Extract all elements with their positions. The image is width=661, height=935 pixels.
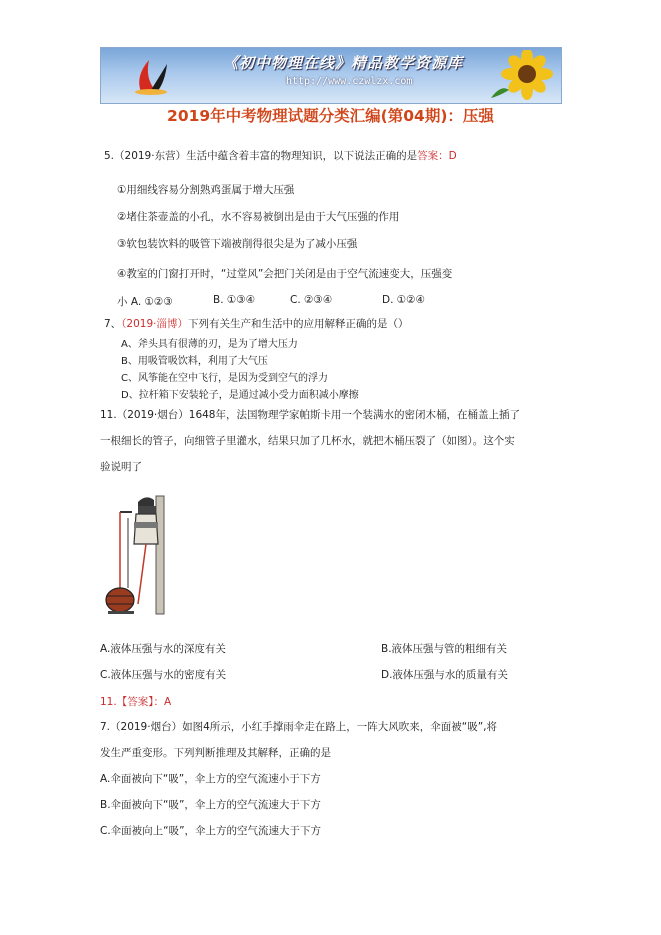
question-7a-stem <box>104 316 409 331</box>
question-7b-option-c: C.伞面被向上“吸”，伞上方的空气流速大于下方 <box>100 825 322 837</box>
question-5-stem <box>104 148 457 163</box>
header-banner <box>100 47 562 104</box>
question-5-option-c: C. ②③④ <box>290 294 333 306</box>
question-5-item-1: ①用细线容易分割熟鸡蛋属于增大压强 <box>117 184 295 196</box>
question-11-line-2: 一根细长的管子，向细管子里灌水，结果只加了几杯水，就把木桶压裂了（如图）。这个实 <box>100 435 515 447</box>
question-5-option-a: 小 A. ①②③ <box>117 296 173 308</box>
question-7a-text: 下列有关生产和生活中的应用解释正确的是（） <box>188 318 409 330</box>
pascal-barrel-figure <box>98 492 178 620</box>
question-5-option-d: D. ①②④ <box>382 294 425 306</box>
question-5-item-3: ③软包装饮料的吸管下端被削得很尖是为了减小压强 <box>117 238 358 250</box>
question-11-option-a: A.液体压强与水的深度有关 <box>100 643 226 655</box>
banner-title: 《初中物理在线》精品教学资源库 <box>223 54 464 72</box>
sunflower-icon <box>487 50 557 102</box>
question-7a-option-a: A、斧头具有很薄的刃，是为了增大压力 <box>121 339 298 350</box>
question-7a-number: 7、 <box>104 318 122 330</box>
question-7a-option-c: C、风筝能在空中飞行，是因为受到空气的浮力 <box>121 373 328 384</box>
question-7b-option-b: B.伞面被向下“吸”，伞上方的空气流速大于下方 <box>100 799 321 811</box>
question-5-item-4: ④教室的门窗打开时，“过堂风”会把门关闭是由于空气流速变大，压强变 <box>117 268 453 280</box>
question-7b-option-a: A.伞面被向下“吸”，伞上方的空气流速小于下方 <box>100 773 321 785</box>
question-11-option-d: D.液体压强与水的质量有关 <box>381 669 508 681</box>
question-7b-line-2: 发生严重变形。下列判断推理及其解释，正确的是 <box>100 747 331 759</box>
page-title: 2019年中考物理试题分类汇编(第04期)：压强 <box>167 107 494 125</box>
question-11-line-3: 验说明了 <box>100 461 142 473</box>
question-7b-line-1: 7.（2019·烟台）如图4所示，小红手撑雨伞走在路上，一阵大风吹来，伞面被“吸”,将 <box>100 721 497 733</box>
question-7a-option-d: D、拉杆箱下安装轮子，是通过减小受力面积减小摩擦 <box>121 390 359 401</box>
question-5-option-b: B. ①③④ <box>213 294 256 306</box>
question-11-option-b: B.液体压强与管的粗细有关 <box>381 643 508 655</box>
question-11-answer: 11.【答案】：A <box>100 696 172 708</box>
question-5-text: 5.（2019·东营）生活中蕴含着丰富的物理知识，以下说法正确的是 <box>104 150 418 162</box>
question-5-item-2: ②堵住茶壶盖的小孔，水不容易被倒出是由于大气压强的作用 <box>117 211 400 223</box>
question-11-option-c: C.液体压强与水的密度有关 <box>100 669 227 681</box>
question-11-line-1: 11.（2019·烟台）1648年，法国物理学家帕斯卡用一个装满水的密闭木桶，在桶盖上插了 <box>100 409 520 421</box>
question-7a-source: （2019·淄博） <box>121 318 188 330</box>
banner-url: http://www.czwlzx.com <box>286 76 413 87</box>
question-7a-option-b: B、用吸管吸饮料，利用了大气压 <box>121 356 268 367</box>
logo-icon <box>131 54 171 96</box>
question-5-answer: 答案：D <box>417 150 457 162</box>
